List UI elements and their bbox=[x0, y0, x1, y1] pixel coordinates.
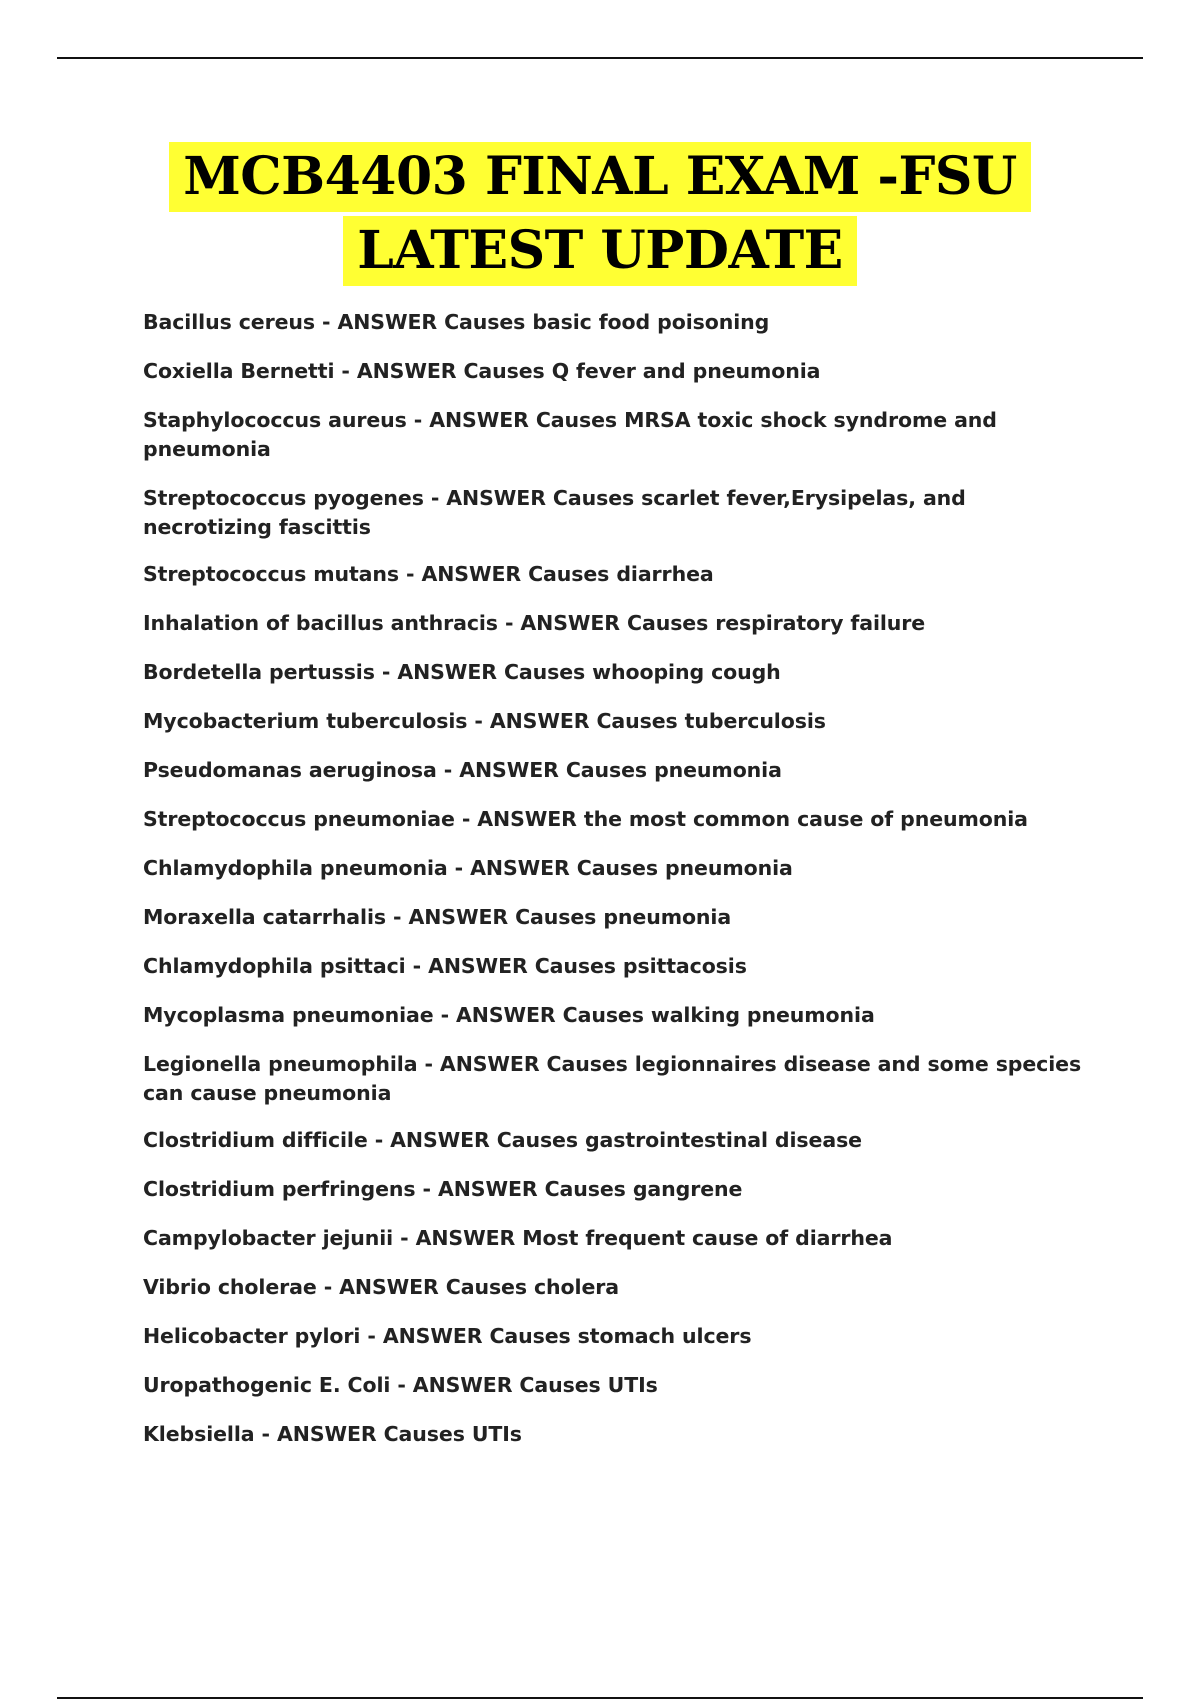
qa-entry: Chlamydophila pneumonia - ANSWER Causes pneumonia bbox=[143, 856, 793, 880]
qa-entry: Mycoplasma pneumoniae - ANSWER Causes walking pneumonia bbox=[143, 1003, 875, 1027]
qa-entry: Moraxella catarrhalis - ANSWER Causes pneumonia bbox=[143, 905, 732, 929]
qa-entry: Legionella pneumophila - ANSWER Causes legionnaires disease and some species can cause pneumonia bbox=[143, 1052, 1082, 1105]
qa-entry: Campylobacter jejunii - ANSWER Most frequent cause of diarrhea bbox=[143, 1226, 893, 1250]
qa-entry: Uropathogenic E. Coli - ANSWER Causes UTIs bbox=[143, 1373, 658, 1397]
qa-entry: Klebsiella - ANSWER Causes UTIs bbox=[143, 1422, 522, 1446]
qa-entry: Vibrio cholerae - ANSWER Causes cholera bbox=[143, 1275, 619, 1299]
document-title bbox=[0, 140, 1200, 288]
qa-entry: Pseudomanas aeruginosa - ANSWER Causes pneumonia bbox=[143, 758, 782, 782]
qa-entry: Bacillus cereus - ANSWER Causes basic food poisoning bbox=[143, 310, 770, 334]
qa-entry: Mycobacterium tuberculosis - ANSWER Causes tuberculosis bbox=[143, 709, 826, 733]
bottom-divider bbox=[57, 1697, 1143, 1699]
qa-entry: Streptococcus mutans - ANSWER Causes diarrhea bbox=[143, 562, 714, 586]
qa-entry: Streptococcus pneumoniae - ANSWER the most common cause of pneumonia bbox=[143, 807, 1028, 831]
qa-entry: Chlamydophila psittaci - ANSWER Causes psittacosis bbox=[143, 954, 747, 978]
qa-entry: Clostridium perfringens - ANSWER Causes gangrene bbox=[143, 1177, 743, 1201]
qa-entry: Clostridium difficile - ANSWER Causes gastrointestinal disease bbox=[143, 1128, 862, 1152]
qa-entry: Staphylococcus aureus - ANSWER Causes MRSA toxic shock syndrome and pneumonia bbox=[143, 408, 997, 461]
qa-entry: Bordetella pertussis - ANSWER Causes whooping cough bbox=[143, 660, 781, 684]
qa-entry: Coxiella Bernetti - ANSWER Causes Q fever and pneumonia bbox=[143, 359, 821, 383]
qa-entry: Helicobacter pylori - ANSWER Causes stomach ulcers bbox=[143, 1324, 752, 1348]
title-line-2: LATEST UPDATE bbox=[343, 216, 857, 286]
title-line-1: MCB4403 FINAL EXAM -FSU bbox=[169, 142, 1031, 212]
qa-entry: Streptococcus pyogenes - ANSWER Causes scarlet fever,Erysipelas, and necrotizing fascittis bbox=[143, 486, 966, 539]
top-divider bbox=[57, 57, 1143, 59]
qa-list bbox=[143, 308, 1093, 1469]
qa-entry: Inhalation of bacillus anthracis - ANSWER Causes respiratory failure bbox=[143, 611, 926, 635]
